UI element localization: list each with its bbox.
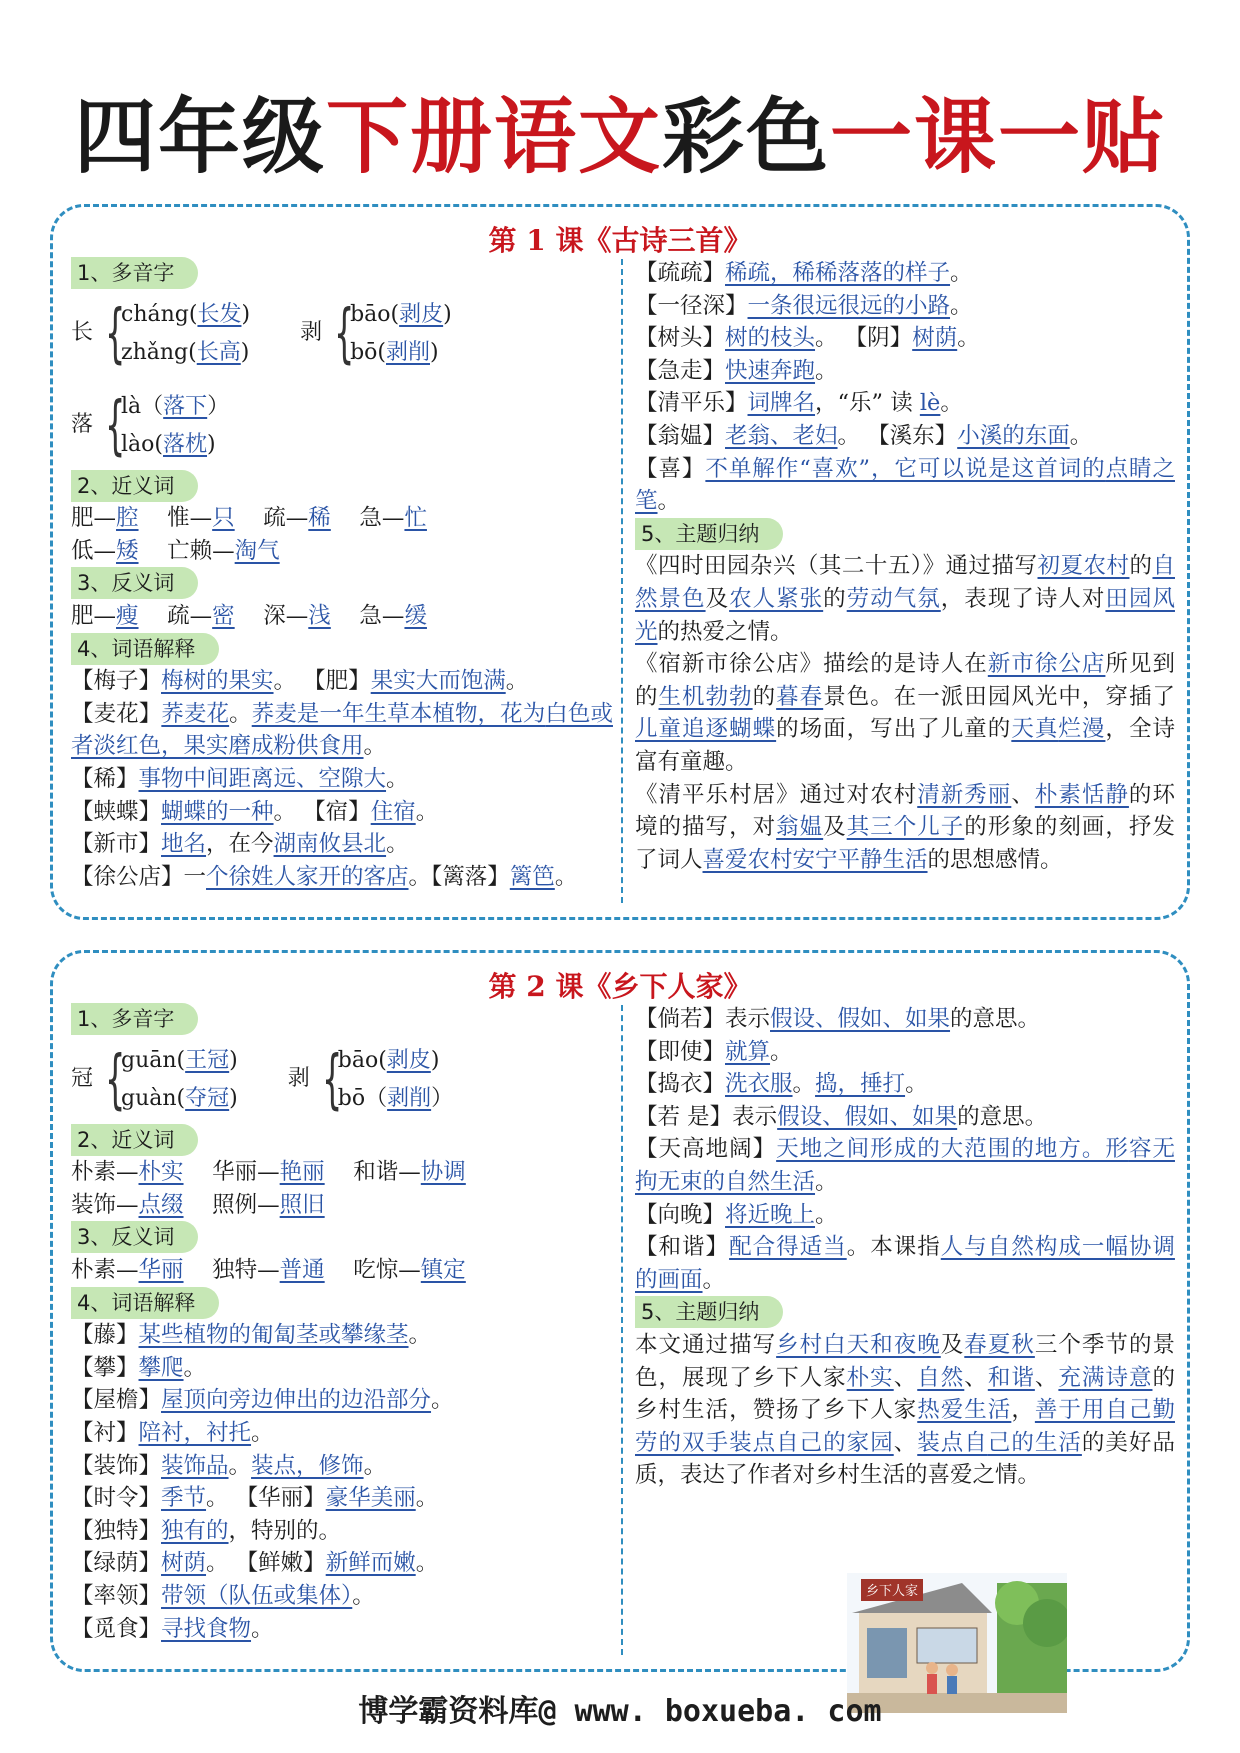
definition-line: 【喜】不单解作“喜欢”，它可以说是这首词的点睛之笔。: [635, 455, 1175, 515]
polyphone-item: 剥 { bāo(剥皮) bō(剥削): [300, 296, 452, 371]
definition-line: 【稀】事物中间距离远、空隙大。: [71, 765, 409, 792]
example-word: 剥皮: [386, 1047, 431, 1073]
page-title: [0, 88, 1240, 188]
column-divider: [621, 1005, 623, 1655]
pinyin: zhǎng: [121, 339, 189, 365]
polyphone-char: 剥: [300, 320, 323, 346]
polyphone-group: [71, 290, 613, 378]
definition-line: 【率领】带领（队伍或集体）。: [71, 1582, 375, 1609]
lesson2-title: 第 2 课《乡下人家》: [488, 970, 752, 1003]
section-heading: 3、反义词: [71, 567, 198, 599]
definition-line: 【独特】独有的，特别的。: [71, 1517, 342, 1544]
definition-line: 【屋檐】屋顶向旁边伸出的边沿部分。: [71, 1387, 454, 1414]
polyphone-item: 剥 { bāo(剥皮) bō（剥削）: [287, 1042, 454, 1117]
brace-icon: {: [321, 1042, 343, 1117]
title-part: 彩色: [662, 90, 831, 185]
example-word: 长高: [196, 339, 241, 365]
lesson1-card: [50, 204, 1190, 920]
definition-line: 【觅食】寻找食物。: [71, 1615, 274, 1642]
definition-line: 【时令】季节。 【华丽】豪华美丽。: [71, 1485, 439, 1512]
definition-line: 【即使】就算。: [635, 1038, 793, 1065]
definition-line: 【天高地阔】天地之间形成的大范围的地方。形容无拘无束的自然生活。: [635, 1136, 1175, 1195]
definition-line: 【藤】某些植物的匍匐茎或攀缘茎。: [71, 1322, 432, 1349]
definition-line: 【一径深】一条很远很远的小路。: [635, 292, 973, 319]
example-word: 长发: [197, 301, 242, 327]
polyphone-char: 长: [71, 320, 94, 346]
definition-line: 【向晚】将近晚上。: [635, 1201, 838, 1228]
definition-line: 【徐公店】一个徐姓人家开的客店。【篱落】篱笆。: [71, 863, 578, 890]
synonym-line: 装饰—点缀 照例—照旧: [71, 1191, 325, 1218]
definition-line: 【麦花】荞麦花。荞麦是一年生草本植物，花为白色或者淡红色，果实磨成粉供食用。: [71, 700, 613, 760]
definition-line: 【清平乐】词牌名，“乐” 读 lè。: [635, 390, 963, 417]
pinyin: guàn: [121, 1085, 177, 1111]
theme-paragraph: 本文通过描写乡村白天和夜晚及春夏秋三个季节的景色，展现了乡下人家朴实、自然、和谐、充满诗意的乡村生活，赞扬了乡下人家热爱生活，善于用自己勤劳的双手装点自己的家园、装点自己的生活的美好品质，表达了作者对乡村生活的喜爱之情。: [635, 1331, 1175, 1489]
definition-line: 【绿荫】树荫。 【鲜嫩】新鲜而嫩。: [71, 1550, 439, 1577]
pinyin: bō: [350, 339, 378, 365]
brace-icon: {: [105, 1042, 126, 1117]
polyphone-char: 冠: [71, 1066, 94, 1092]
polyphone-item: 冠 { guān(王冠) guàn(夺冠): [71, 1042, 238, 1117]
example-word: 落下: [163, 393, 208, 419]
definition-line: 【倘若】表示假设、假如、如果的意思。: [635, 1006, 1041, 1032]
footer-watermark: 博学霸资料库@ www. boxueba. com: [358, 1694, 882, 1729]
definition-line: 【攀】攀爬。: [71, 1354, 207, 1381]
definition-line: 【装饰】装饰品。装点，修饰。: [71, 1452, 387, 1479]
section-heading: 3、反义词: [71, 1221, 198, 1253]
title-part: 下册语文: [325, 90, 662, 185]
example-word: 夺冠: [185, 1085, 230, 1111]
column-divider: [621, 259, 623, 903]
section-heading: 5、主题归纳: [635, 1296, 783, 1328]
polyphone-char: 剥: [287, 1066, 310, 1092]
example-word: 剥削: [387, 1085, 432, 1111]
lesson1-right-column: [635, 257, 1175, 876]
section-heading: 2、近义词: [71, 1124, 198, 1156]
pinyin: bāo: [350, 301, 391, 327]
definition-line: 【翁媪】老翁、老妇。 【溪东】小溪的东面。: [635, 422, 1093, 449]
polyphone-item: 落 { là（落下） lào(落枕): [71, 388, 230, 463]
antonym-line: 肥—瘦 疏—密 深—浅 急—缓: [71, 602, 427, 629]
example-word: 剥削: [385, 339, 430, 365]
lesson2-right-column: [635, 1003, 1175, 1599]
section-heading: 4、词语解释: [71, 633, 219, 665]
lesson1-left-column: [71, 257, 613, 893]
title-part: 一课一贴: [830, 90, 1167, 185]
title-part: 四年级: [73, 90, 326, 185]
definition-line: 【新市】地名，在今湖南攸县北。: [71, 831, 409, 858]
section-heading: 1、多音字: [71, 257, 198, 289]
pinyin: là: [121, 393, 142, 419]
sign-label: 乡下人家: [865, 1584, 919, 1599]
section-heading: 4、词语解释: [71, 1287, 219, 1319]
lesson1-title: 第 1 课《古诗三首》: [488, 224, 752, 257]
polyphone-char: 落: [71, 412, 94, 438]
pinyin: cháng: [121, 301, 189, 327]
example-word: 落枕: [163, 431, 208, 457]
synonym-line: 朴素—朴实 华丽—艳丽 和谐—协调: [71, 1159, 466, 1186]
definition-line: 【和谐】配合得适当。本课指人与自然构成一幅协调的画面。: [635, 1234, 1175, 1293]
polyphone-item: 长 { cháng(长发) zhǎng(长高): [71, 296, 251, 371]
example-word: 剥皮: [399, 301, 444, 327]
example-word: 王冠: [185, 1047, 230, 1073]
pinyin: bō: [337, 1085, 366, 1111]
definition-line: 【梅子】梅树的果实。 【肥】果实大而饱满。: [71, 668, 529, 695]
section-heading: 5、主题归纳: [635, 518, 783, 550]
lesson2-left-column: [71, 1003, 613, 1645]
theme-paragraph: 《四时田园杂兴（其二十五）》通过描写初夏农村的自然景色及农人紧张的劳动气氛，表现了诗人对田园风光的热爱之情。: [635, 553, 1175, 645]
definition-line: 【捣衣】洗衣服。捣，捶打。: [635, 1071, 928, 1098]
brace-icon: {: [105, 388, 126, 463]
theme-paragraph: 《宿新市徐公店》描绘的是诗人在新市徐公店所见到的生机勃勃的暮春景色。在一派田园风光中，穿插了儿童追逐蝴蝶的场面，写出了儿童的天真烂漫，全诗富有童趣。: [635, 651, 1175, 775]
definition-line: 【疏疏】稀疏，稀稀落落的样子。: [635, 260, 973, 286]
synonym-line: 低—矮 亡赖—淘气: [71, 537, 280, 564]
antonym-line: 朴素—华丽 独特—普通 吃惊—镇定: [71, 1256, 466, 1283]
section-heading: 1、多音字: [71, 1003, 198, 1035]
pinyin: guān: [121, 1047, 177, 1073]
definition-line: 【蛱蝶】蝴蝶的一种。 【宿】住宿。: [71, 798, 439, 825]
pinyin: bāo: [337, 1047, 379, 1073]
definition-line: 【衬】陪衬，衬托。: [71, 1419, 274, 1446]
polyphone-group: [71, 1036, 613, 1124]
pinyin: lào: [121, 431, 155, 457]
theme-paragraph: 《清平乐村居》通过对农村清新秀丽、朴素恬静的环境的描写，对翁媪及其三个儿子的形象的刻画，抒发了词人喜爱农村安宁平静生活的思想感情。: [635, 781, 1175, 873]
brace-icon: {: [334, 296, 355, 371]
definition-line: 【若 是】表示假设、假如、如果的意思。: [635, 1103, 1048, 1130]
section-heading: 2、近义词: [71, 470, 198, 502]
brace-icon: {: [105, 296, 126, 371]
lesson2-card: [50, 950, 1190, 1672]
synonym-line: 肥—腔 惟—只 疏—稀 急—忙: [71, 505, 427, 532]
definition-line: 【树头】树的枝头。 【阴】树荫。: [635, 325, 980, 352]
definition-line: 【急走】快速奔跑。: [635, 357, 838, 384]
